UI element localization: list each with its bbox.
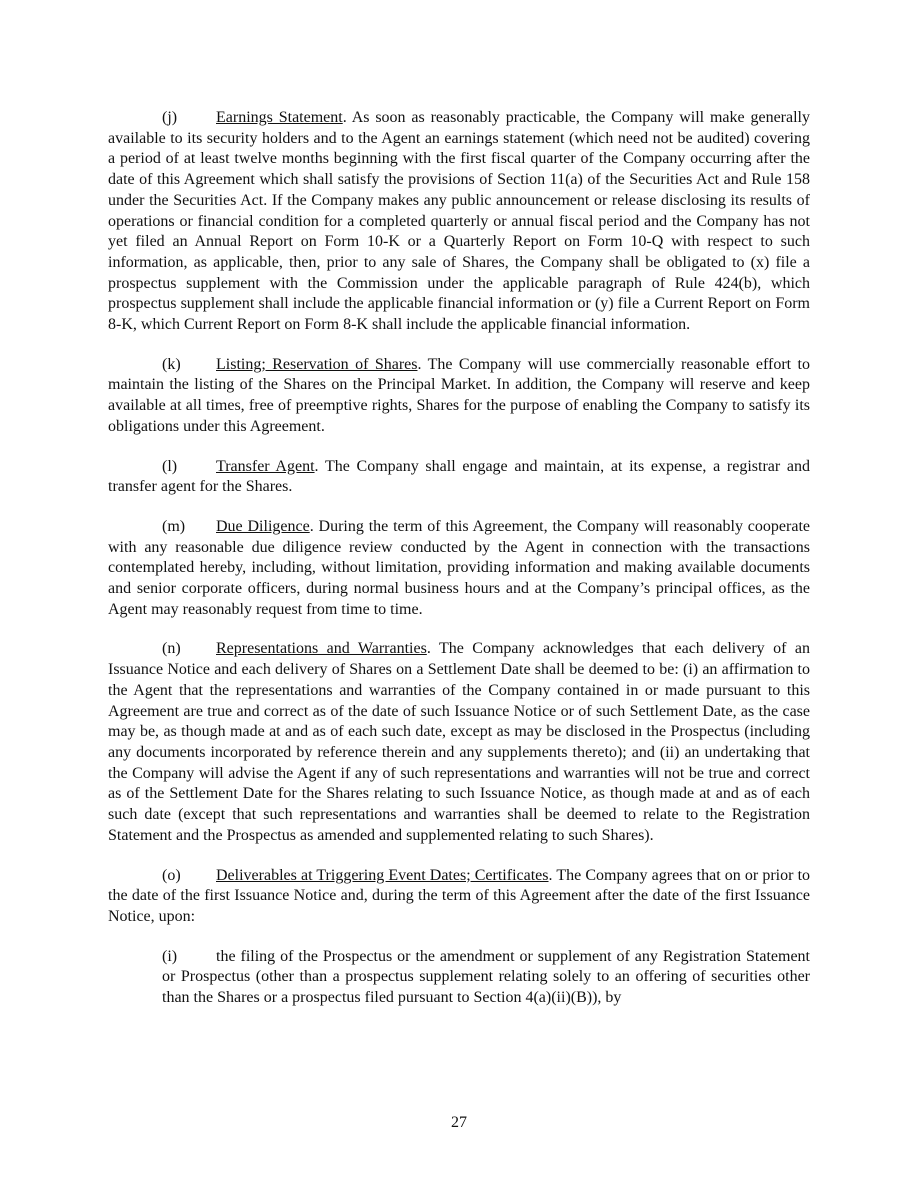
section-number: (n) [162,640,181,658]
subsection-i [162,947,810,1009]
section-l [108,457,810,498]
section-heading: Transfer Agent [216,457,315,475]
page-number: 27 [451,1114,467,1131]
section-number: (o) [162,866,181,884]
section-heading: Listing; Reservation of Shares [216,355,418,373]
section-j [108,108,810,336]
section-body: . The Company shall engage and maintain, at its expense, a registrar and transfer agent for the Shares. [108,457,811,496]
section-heading: Due Diligence [216,517,310,535]
section-number: (j) [162,109,178,126]
section-body: . The Company acknowledges that each delivery of an Issuance Notice and each delivery of Shares on a Settlement Date shall be deemed to be: (i) an affirmation to the Agent that the representations and warranties of the Company contained in or made pursuant to this Agreement are true and correct as of the date of such Issuance Notice or of such Settlement Date, as the case may be, as though made at and as of each such date, except as may be disclosed in the Prospectus (including any documents incorporated by reference therein and any supplements thereto); and (ii) an undertaking that the Company will advise the Agent if any of such representations and warranties will not be true and correct as of the Settlement Date for the Shares relating to such Issuance Notice, as though made at and as of each such date (except that such representations and warranties shall be deemed to relate to the Registration Statement and the Prospectus as amended and supplemented relating to such Shares). [108,640,810,844]
subsection-number: (i) [162,947,178,965]
section-k [108,355,810,438]
section-heading: Deliverables at Triggering Event Dates; Certificates [216,866,549,884]
section-m [108,517,810,621]
section-number: (k) [162,355,181,373]
section-number: (m) [162,517,186,535]
section-number: (l) [162,457,178,475]
section-body: . During the term of this Agreement, the Company will reasonably cooperate with any reasonable due diligence review conducted by the Agent in connection with the transactions contemplated hereby, including, without limitation, providing information and making available documents and senior corporate officers, during normal business hours and at the Company’s principal offices, as the Agent may reasonably request from time to time. [108,517,810,618]
section-heading: Earnings Statement [216,109,343,126]
section-body: . The Company will use commercially reasonable effort to maintain the listing of the Shares on the Principal Market. In addition, the Company will reserve and keep available at all times, free of preemptive rights, Shares for the purpose of enabling the Company to satisfy its obligations under this Agreement. [108,355,811,435]
document-page [108,108,810,1028]
section-body: . As soon as reasonably practicable, the Company will make generally available to its security holders and to the Agent an earnings statement (which need not be audited) covering a period of at least twelve months beginning with the first fiscal quarter of the Company occurring after the date of this Agreement which shall satisfy the provisions of Section 11(a) of the Securities Act and Rule 158 under the Securities Act. If the Company makes any public announcement or release disclosing its results of operations or financial condition for a completed quarterly or annual fiscal period and the Company has not yet filed an Annual Report on Form 10-K or a Quarterly Report on Form 10-Q with respect to such information, as applicable, then, prior to any sale of Shares, the Company shall be obligated to (x) file a prospectus supplement with the Commission under the applicable paragraph of Rule 424(b), which prospectus supplement shall include the applicable financial information or (y) file a Current Report on Form 8-K, which Current Report on Form 8-K shall include the applicable financial information. [108,109,810,334]
section-body: . The Company agrees that on or prior to the date of the first Issuance Notice and, during the term of this Agreement after the date of the first Issuance Notice, upon: [108,866,811,925]
section-heading: Representations and Warranties [216,640,427,658]
section-o [108,866,810,928]
section-n [108,639,810,846]
subsection-body: the filing of the Prospectus or the amendment or supplement of any Registration Statement or Prospectus (other than a prospectus supplement relating solely to an offering of securities other than the Shares or a prospectus filed pursuant to Section 4(a)(ii)(B)), by [162,947,810,1007]
